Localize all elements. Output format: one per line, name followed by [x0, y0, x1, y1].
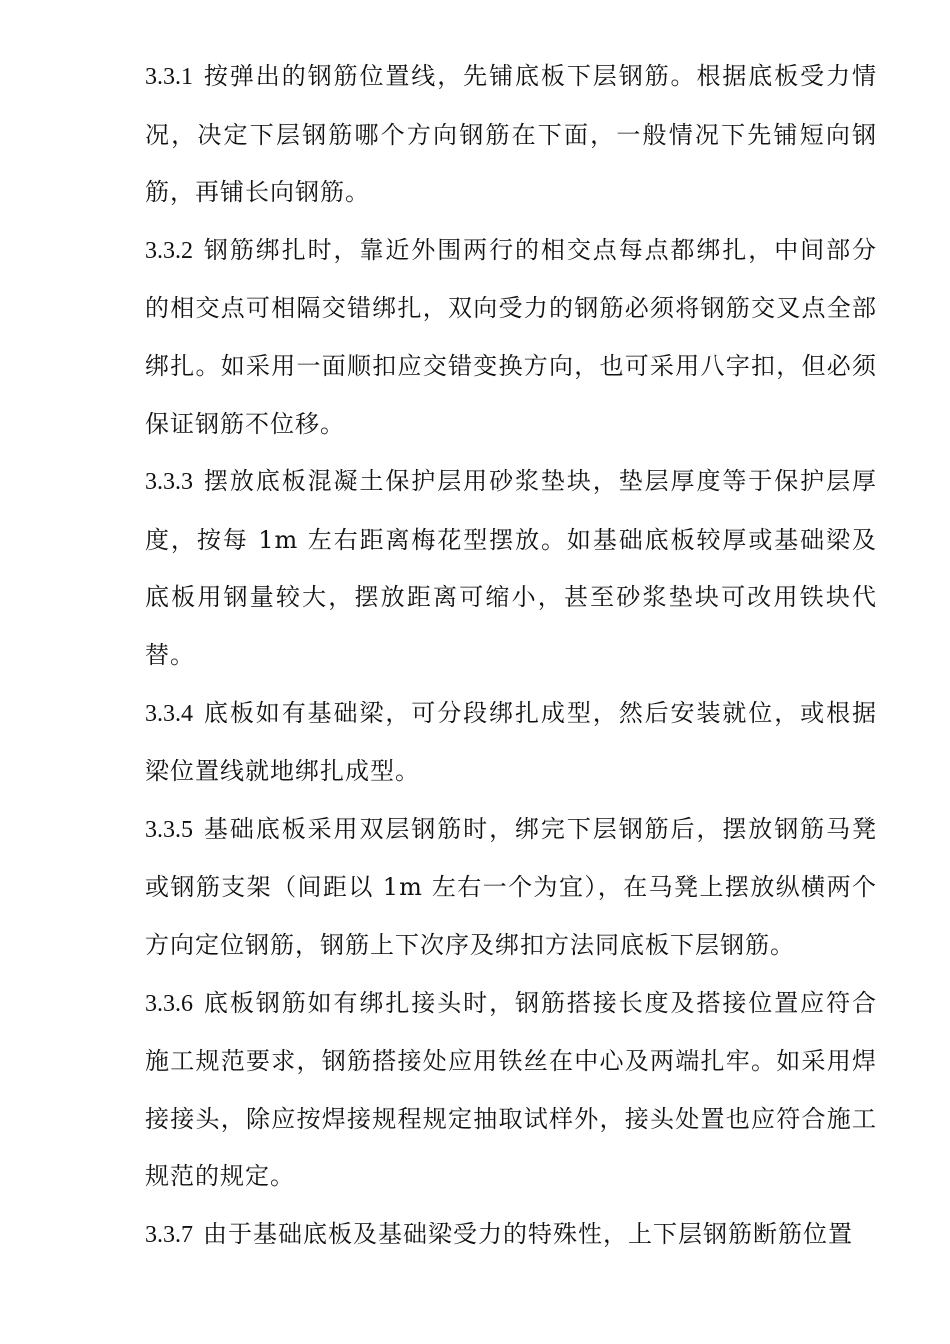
paragraph-number: 3.3.2 — [145, 237, 193, 264]
paragraph-text: 由于基础底板及基础梁受力的特殊性，上下层钢筋断筋位置 — [203, 1219, 853, 1248]
paragraph-3-3-6 — [145, 975, 877, 1206]
paragraph-3-3-5 — [145, 801, 877, 975]
paragraph-number: 3.3.7 — [145, 1221, 193, 1248]
paragraph-number: 3.3.1 — [145, 64, 193, 90]
paragraph-number: 3.3.6 — [145, 990, 193, 1017]
document-body — [145, 48, 877, 1264]
paragraph-number: 3.3.5 — [145, 816, 193, 843]
paragraph-3-3-7 — [145, 1206, 877, 1265]
paragraph-3-3-2 — [145, 222, 877, 453]
paragraph-number: 3.3.3 — [145, 469, 193, 496]
paragraph-text: 钢筋绑扎时，靠近外围两行的相交点每点都绑扎，中间部分的相交点可相隔交错绑扎，双向受力的钢筋必须将钢筋交叉点全部绑扎。如采用一面顺扣应交错变换方向，也可采用八字扣，但必须保证钢筋不位移。 — [145, 235, 877, 438]
paragraph-text: 摆放底板混凝土保护层用砂浆垫块，垫层厚度等于保护层厚度，按每 1m 左右距离梅花型摆放。如基础底板较厚或基础梁及底板用钢量较大，摆放距离可缩小，甚至砂浆垫块可改用铁块代替。 — [145, 467, 877, 669]
paragraph-text: 基础底板采用双层钢筋时，绑完下层钢筋后，摆放钢筋马凳或钢筋支架（间距以 1m 左右一个为宜），在马凳上摆放纵横两个方向定位钢筋，钢筋上下次序及绑扣方法同底板下层钢筋。 — [145, 814, 877, 959]
paragraph-number: 3.3.4 — [145, 700, 193, 727]
paragraph-text: 底板钢筋如有绑扎接头时，钢筋搭接长度及搭接位置应符合施工规范要求，钢筋搭接处应用铁丝在中心及两端扎牢。如采用焊接接头，除应按焊接规程规定抽取试样外，接头处置也应符合施工规范的规定。 — [145, 988, 877, 1191]
paragraph-text: 底板如有基础梁，可分段绑扎成型，然后安装就位，或根据梁位置线就地绑扎成型。 — [145, 698, 877, 786]
paragraph-3-3-3 — [145, 453, 877, 684]
paragraph-3-3-1 — [145, 48, 877, 222]
paragraph-3-3-4 — [145, 685, 877, 801]
paragraph-text: 按弹出的钢筋位置线，先铺底板下层钢筋。根据底板受力情况，决定下层钢筋哪个方向钢筋在下面，一般情况下先铺短向钢筋，再铺长向钢筋。 — [145, 62, 877, 207]
